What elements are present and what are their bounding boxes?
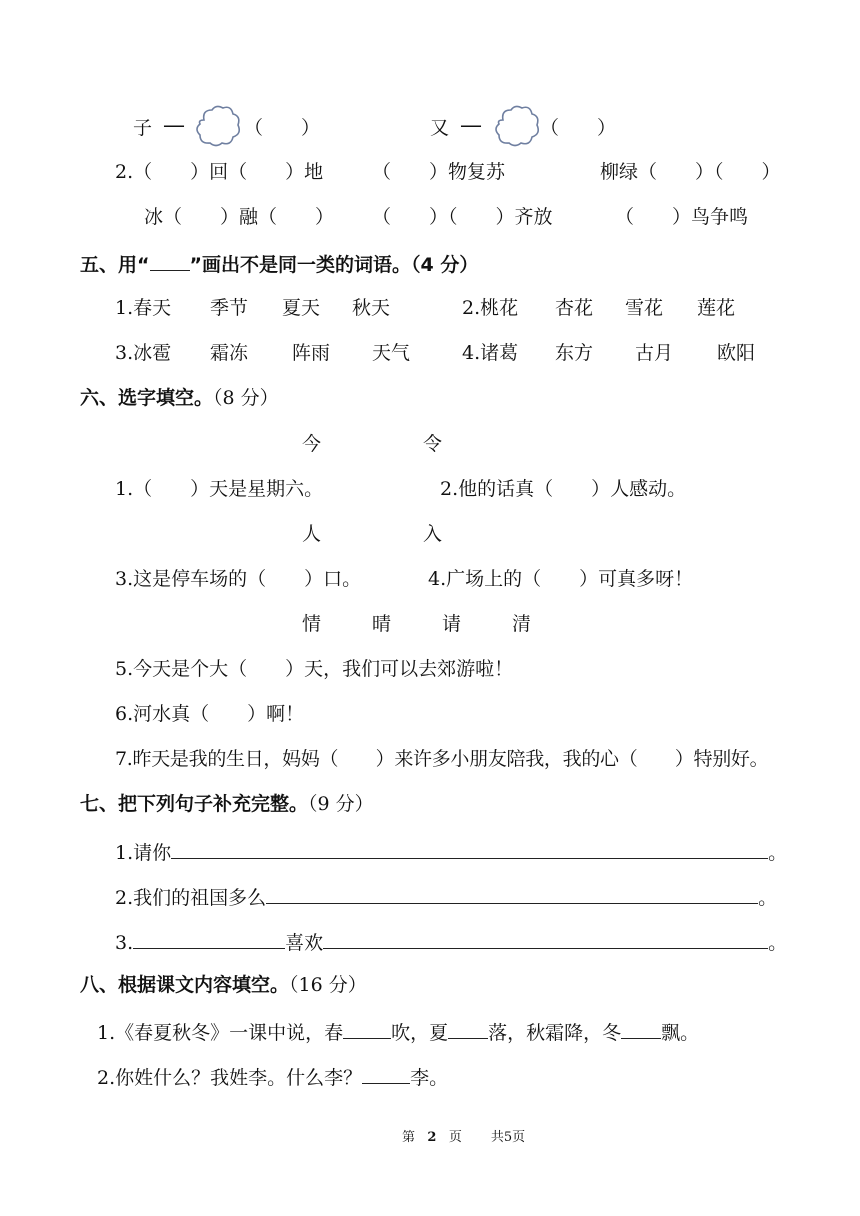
question-line: 4.广场上的（ ）可真多呀！ <box>428 568 694 590</box>
question-line: 2.他的话真（ ）人感动。 <box>440 478 687 500</box>
dash: — <box>460 113 482 138</box>
option-char: 入 <box>423 523 443 545</box>
word: 阵雨 <box>292 342 331 364</box>
option-char: 今 <box>302 433 322 455</box>
word: 4.诸葛 <box>462 342 519 364</box>
paren-right: （ ） <box>540 117 617 139</box>
question-line: 7.昨天是我的生日，妈妈（ ）来许多小朋友陪我，我的心（ ）特别好。 <box>115 748 769 770</box>
word: 1.春天 <box>115 297 172 319</box>
paren-left: （ ） <box>244 117 321 139</box>
section-6-title: 六、选字填空。（8 分） <box>80 387 279 409</box>
section-8-title: 八、根据课文内容填空。（16 分） <box>80 974 367 996</box>
idiom-6: （ ）鸟争鸣 <box>615 206 749 228</box>
idiom-1: 2.（ ）回（ ）地 <box>115 161 324 183</box>
option-char: 令 <box>423 433 443 455</box>
option-char: 请 <box>442 613 462 635</box>
idiom-4: 冰（ ）融（ ） <box>144 206 335 228</box>
char-zi: 子 <box>133 117 153 139</box>
idiom-3: 柳绿（ ）（ ） <box>600 161 781 183</box>
fill-line-2: 2.你姓什么？我姓李。什么李？ 李。 <box>97 1063 448 1090</box>
word: 欧阳 <box>717 342 756 364</box>
word: 秋天 <box>352 297 391 319</box>
question-line: 1.（ ）天是星期六。 <box>115 478 324 500</box>
word: 雪花 <box>625 297 664 319</box>
char-you: 又 <box>430 117 450 139</box>
cloud-icon <box>493 104 541 148</box>
fill-line-1: 1.《春夏秋冬》一课中说，春 吹，夏 落，秋霜降，冬 飘。 <box>97 1018 699 1045</box>
sentence-1: 1.请你 。 <box>115 838 787 865</box>
option-char: 人 <box>302 523 322 545</box>
word: 天气 <box>372 342 411 364</box>
word: 3.冰雹 <box>115 342 172 364</box>
option-char: 清 <box>512 613 532 635</box>
question-line: 6.河水真（ ）啊！ <box>115 703 305 725</box>
question-line: 5.今天是个大（ ）天，我们可以去郊游啦！ <box>115 658 514 680</box>
word: 夏天 <box>282 297 321 319</box>
option-char: 晴 <box>372 613 392 635</box>
section-5-title: 五、用“ ”画出不是同一类的词语。（4 分） <box>80 250 478 277</box>
cloud-icon <box>194 104 242 148</box>
word: 杏花 <box>555 297 594 319</box>
idiom-2: （ ）物复苏 <box>372 161 506 183</box>
word: 莲花 <box>697 297 736 319</box>
idiom-5: （ ）（ ）齐放 <box>372 206 553 228</box>
sentence-2: 2.我们的祖国多么 。 <box>115 883 777 910</box>
word: 古月 <box>635 342 674 364</box>
question-line: 3.这是停车场的（ ）口。 <box>115 568 362 590</box>
word: 东方 <box>555 342 594 364</box>
page-footer: 第 2 页 共5页 <box>402 1130 526 1145</box>
word: 季节 <box>210 297 249 319</box>
dash: — <box>163 113 185 138</box>
word: 2.桃花 <box>462 297 519 319</box>
word: 霜冻 <box>210 342 249 364</box>
option-char: 情 <box>302 613 322 635</box>
sentence-3: 3. 喜欢 。 <box>115 928 787 955</box>
section-7-title: 七、把下列句子补充完整。（9 分） <box>80 793 374 815</box>
